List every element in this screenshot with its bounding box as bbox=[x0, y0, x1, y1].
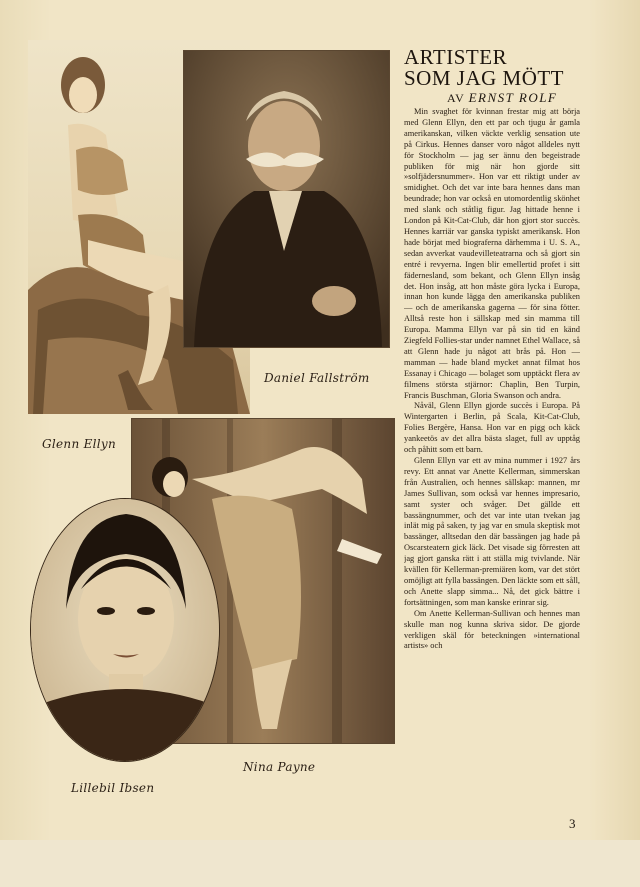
photo-lillebil-ibsen bbox=[30, 498, 220, 762]
photo-daniel-fallstrom bbox=[183, 50, 390, 348]
caption-daniel-fallstrom: Daniel Fallström bbox=[264, 371, 370, 385]
page-bottom-margin bbox=[0, 840, 640, 887]
caption-lillebil-ibsen: Lillebil Ibsen bbox=[71, 781, 155, 795]
article-title-line1: ARTISTER bbox=[404, 45, 508, 69]
article-paragraph-2: Nåväl, Glenn Ellyn gjorde succès i Europa. På Wintergarten i Berlin, på Scala, Kit-Cat-Club, Folies Bergère, Hansa. Hon var en pigg och käck yankeetös av det allra bästa slaget, full av upptåg och påhitt som ett barn. bbox=[404, 401, 580, 455]
article-title bbox=[404, 47, 594, 89]
byline-prefix: AV bbox=[447, 91, 465, 105]
article-paragraph-3: Glenn Ellyn var ett av mina nummer i 1927 års revy. Ett annat var Anette Kellerman, simmerskan från Australien, och hennes sällskap: mannen, mr James Sullivan, som också var hennes impresario, samt syster och svåger. Det gällde ett bassängnummer, och det var inte utan tvekan jag inlät mig på saken, ty jag var en smula skeptisk mot bassänger, alltsedan den där bassängen jag hade på Oscarsteatern gick läck. Det visade sig förresten att jag gjort ganska rätt i att ställa mig tvivlande. När kvällen för Kellerman-premiären kom, var det stört omöjligt att fylla bassängen. Den läckte som ett såll, och Anette slapp simma... Nå, det gick bättre i fortsättningen, som man kanske erinrar sig. bbox=[404, 456, 580, 607]
article-title-line2: SOM JAG MÖTT bbox=[404, 66, 565, 90]
caption-nina-payne: Nina Payne bbox=[243, 760, 316, 774]
article-paragraph-1: Min svaghet för kvinnan frestar mig att börja med Glenn Ellyn, den ett par och tjugu år gamla amerikanskan, vilken väckte verklig sensation ute på Cirkus. Hennes danser voro något alldeles nytt för Stockholm — jag ser ännu den begeistrade publiken för mig när hon gjorde sitt »solfjädersnummer». Hon var ett riktigt under av smidighet. Och det var inte bara hennes dans man beundrade; hon var också en utomordentlig skönhet med slank och ståtlig figur. Jag hittade henne i London på Kit-Cat-Club, där hon gjort stor succès. Hennes karriär var ganska typiskt amerikansk. Hon hade börjat med biograferna därhemma i U. S. A., sedan avverkat vaudevilleteatrarna och så gjort sin entré i revyerna. Ingen blir emellertid profet i sitt fädernesland, som bekant, och Glenn Ellyn insåg det. Hon insåg, att hon måste göra lycka i Europa, innan hon kunde lägga den amerikanska publiken — och de amerikanska gagerna — för sina fötter. Alltså reste hon i sällskap med sin mamma till Europa. Mamma Ellyn var på sin tid en känd Ziegfeld Follies-star under namnet Ethel Wallace, så att Glenn hade ju något att brås på. Hon — mamman — hade bland mycket annat filmat hos Essanay i Chicago — bolaget som upptäckt flera av filmens största stjärnor: Chaplin, Ben Turpin, Francis Buschman, Gloria Swanson och andra. bbox=[404, 107, 580, 400]
article-body bbox=[404, 107, 580, 807]
byline-author: ERNST ROLF bbox=[468, 90, 558, 105]
caption-glenn-ellyn: Glenn Ellyn bbox=[42, 437, 117, 451]
article-paragraph-4: Om Anette Kellerman-Sullivan och hennes man skulle man nog kunna skriva sidor. De gjorde verkligen skäl för beteckningen »international artists» och bbox=[404, 608, 580, 651]
page-number: 3 bbox=[569, 816, 576, 831]
article-byline bbox=[447, 90, 597, 106]
